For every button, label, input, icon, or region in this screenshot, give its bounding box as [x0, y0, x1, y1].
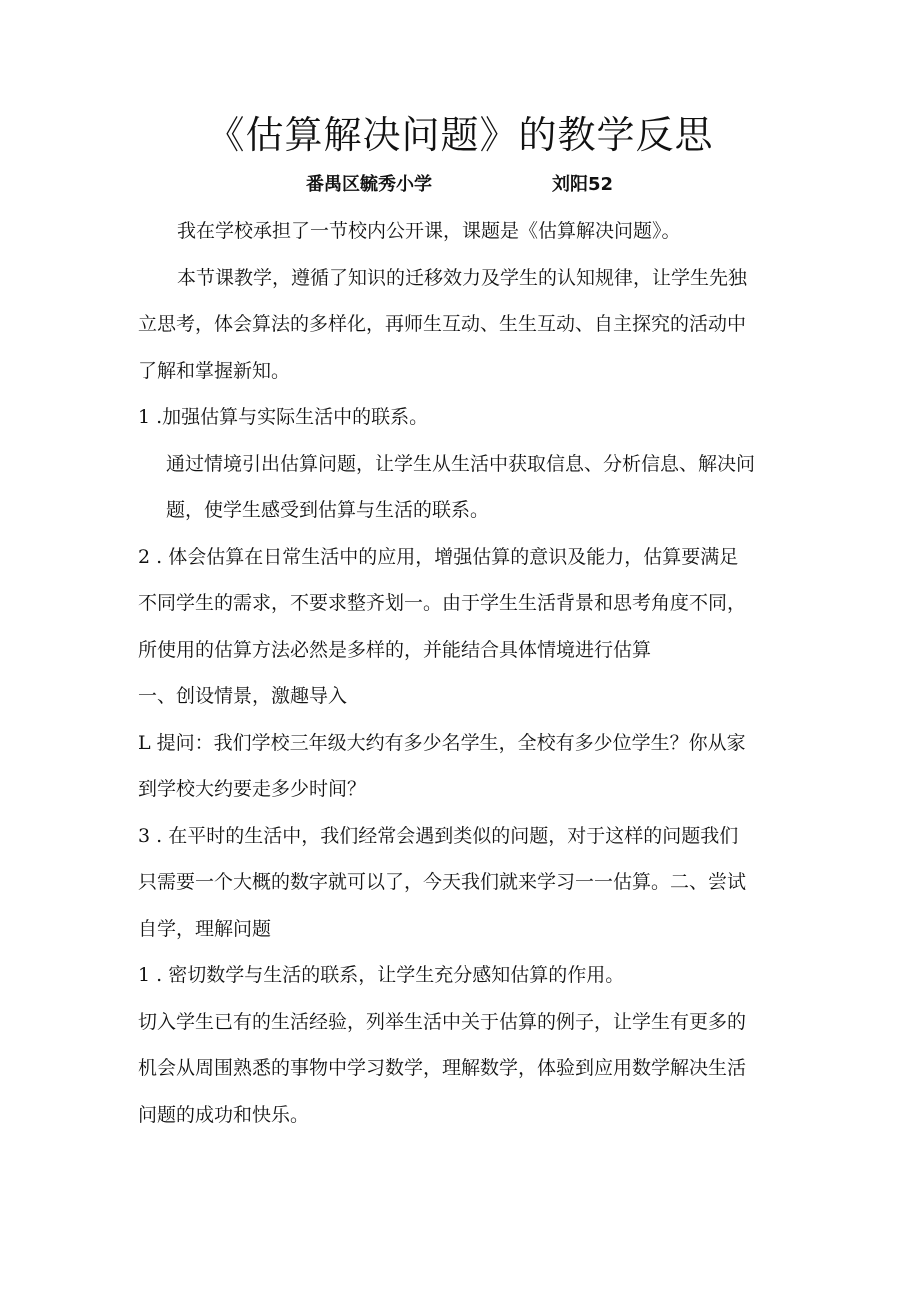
text-line: 只需要一个大概的数字就可以了，今天我们就来学习一一估算。二、尝试: [138, 871, 747, 893]
byline: [0, 170, 920, 198]
text-line: 一、创设情景，激趣导入: [138, 685, 348, 707]
text-line: L 提问：我们学校三年级大约有多少名学生，全校有多少位学生？你从家: [138, 731, 746, 754]
text-line: 问题的成功和快乐。: [138, 1103, 310, 1126]
text-line: 机会从周围熟悉的事物中学习数学，理解数学，体验到应用数学解决生活: [138, 1057, 747, 1079]
text-line: 自学，理解问题: [138, 917, 272, 940]
text-line: 到学校大约要走多少时间？: [138, 778, 367, 800]
text-line: 立思考，体会算法的多样化，再师生互动、生生互动、自主探究的活动中: [138, 313, 747, 335]
text-line: 本节课教学，遵循了知识的迁移效力及学生的认知规律，让学生先独: [177, 266, 748, 289]
byline-author: 刘阳52: [552, 174, 614, 195]
document-body: [138, 208, 788, 1138]
byline-school: 番禺区毓秀小学: [306, 174, 432, 195]
text-line: 不同学生的需求，不要求整齐划一。由于学生生活背景和思考角度不同，: [138, 592, 747, 614]
text-line: 3 . 在平时的生活中，我们经常会遇到类似的问题，对于这样的问题我们: [138, 824, 739, 847]
text-line: 了解和掌握新知。: [138, 359, 291, 382]
text-line: 1 .加强估算与实际生活中的联系。: [138, 406, 429, 428]
text-line: 所使用的估算方法必然是多样的，并能结合具体情境进行估算: [138, 638, 652, 661]
text-line: 通过情境引出估算问题，让学生从生活中获取信息、分析信息、解决问: [166, 452, 756, 475]
document-title: 《估算解决问题》的教学反思: [206, 113, 714, 157]
text-line: 题，使学生感受到估算与生活的联系。: [166, 499, 490, 521]
text-line: 1 . 密切数学与生活的联系，让学生充分感知估算的作用。: [138, 964, 625, 986]
text-line: 切入学生已有的生活经验，列举生活中关于估算的例子，让学生有更多的: [138, 1010, 747, 1033]
text-line: 2 . 体会估算在日常生活中的应用，增强估算的意识及能力，估算要满足: [138, 545, 739, 568]
text-line: 我在学校承担了一节校内公开课，课题是《估算解决问题》。: [177, 220, 681, 242]
